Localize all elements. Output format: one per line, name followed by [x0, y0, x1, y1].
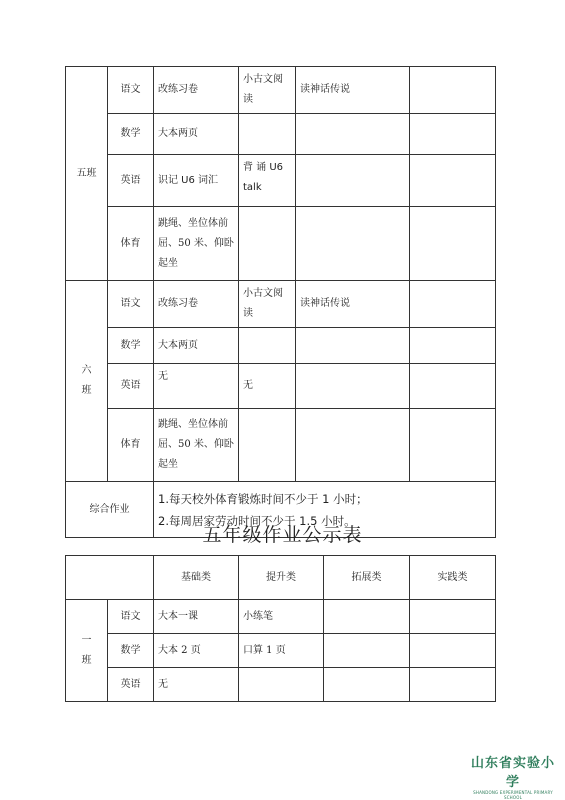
- subject-cell: 数学: [108, 114, 154, 155]
- table-row: [66, 409, 496, 482]
- extended-cell: [296, 409, 410, 482]
- practice-cell: [410, 207, 496, 281]
- basic-cell: 无: [154, 364, 239, 409]
- table-header-row: [66, 556, 496, 600]
- class-label-line: 六: [81, 365, 92, 376]
- table-row: [66, 281, 496, 328]
- class-label-line: 一: [81, 634, 92, 646]
- practice-cell: [410, 364, 496, 409]
- advanced-cell: [239, 114, 296, 155]
- extended-cell: 读神话传说: [296, 67, 410, 114]
- extended-cell: [296, 328, 410, 364]
- practice-cell: [410, 328, 496, 364]
- logo-text: 山东省实验小学: [470, 756, 555, 790]
- table-row: [66, 207, 496, 281]
- subject-cell: 数学: [108, 328, 154, 364]
- subject-cell: 语文: [108, 67, 154, 114]
- summary-line: 1.每天校外体育锻炼时间不少于 1 小时；: [158, 491, 368, 506]
- practice-cell: [410, 668, 496, 702]
- practice-cell: [410, 114, 496, 155]
- table-row: [66, 600, 496, 634]
- table-row: [66, 67, 496, 114]
- advanced-cell: 无: [239, 364, 296, 409]
- school-logo: [468, 752, 558, 800]
- class-label: [66, 281, 108, 482]
- class-label: [66, 600, 108, 702]
- extended-cell: 读神话传说: [296, 281, 410, 328]
- practice-cell: [410, 67, 496, 114]
- subject-cell: 体育: [108, 207, 154, 281]
- table-row: [66, 328, 496, 364]
- extended-cell: [296, 364, 410, 409]
- basic-cell: 改练习卷: [154, 67, 239, 114]
- practice-cell: [410, 600, 496, 634]
- practice-cell: [410, 155, 496, 207]
- subject-cell: 数学: [108, 634, 154, 668]
- subject-cell: 英语: [108, 668, 154, 702]
- advanced-cell: 小练笔: [239, 600, 324, 634]
- subject-cell: 英语: [108, 364, 154, 409]
- basic-cell: 跳绳、坐位体前屈、50 米、仰卧起坐: [154, 207, 239, 281]
- advanced-cell: [239, 409, 296, 482]
- class-label: 五班: [66, 67, 108, 281]
- advanced-cell: 小古文阅读: [239, 67, 296, 114]
- advanced-cell: [239, 207, 296, 281]
- table-row: [66, 668, 496, 702]
- basic-cell: 无: [154, 668, 239, 702]
- practice-cell: [410, 281, 496, 328]
- basic-cell: 大本两页: [154, 328, 239, 364]
- table-row: [66, 114, 496, 155]
- header-cell: 基础类: [154, 556, 239, 600]
- extended-cell: [324, 634, 410, 668]
- header-cell: [66, 556, 154, 600]
- extended-cell: [296, 207, 410, 281]
- advanced-cell: 口算 1 页: [239, 634, 324, 668]
- extended-cell: [296, 155, 410, 207]
- basic-cell: 识记 U6 词汇: [154, 155, 239, 207]
- basic-cell: 跳绳、坐位体前屈、50 米、仰卧起坐: [154, 409, 239, 482]
- advanced-cell: [239, 328, 296, 364]
- basic-cell: 大本 2 页: [154, 634, 239, 668]
- extended-cell: [324, 600, 410, 634]
- subject-cell: 语文: [108, 600, 154, 634]
- class-label-line: 班: [81, 654, 92, 666]
- basic-cell: 大本两页: [154, 114, 239, 155]
- advanced-cell: [239, 668, 324, 702]
- header-cell: 拓展类: [324, 556, 410, 600]
- table-row: [66, 634, 496, 668]
- logo-subtext: SHANDONG EXPERIMENTAL PRIMARY SCHOOL: [473, 790, 553, 800]
- page-title: 五年级作业公示表: [202, 524, 363, 546]
- table-row: [66, 155, 496, 207]
- extended-cell: [324, 668, 410, 702]
- basic-cell: 大本一课: [154, 600, 239, 634]
- subject-cell: 体育: [108, 409, 154, 482]
- subject-cell: 英语: [108, 155, 154, 207]
- practice-cell: [410, 409, 496, 482]
- extended-cell: [296, 114, 410, 155]
- summary-label: 综合作业: [66, 482, 154, 538]
- header-cell: 实践类: [410, 556, 496, 600]
- advanced-cell: 小古文阅读: [239, 281, 296, 328]
- homework-table: [65, 555, 496, 702]
- table-row: [66, 364, 496, 409]
- advanced-cell: 背 诵 U6 talk: [239, 155, 296, 207]
- subject-cell: 语文: [108, 281, 154, 328]
- summary-line: 2.每周居家劳动时间不少于 1.5 小时。: [158, 513, 356, 528]
- homework-table-continued: [65, 66, 496, 538]
- practice-cell: [410, 634, 496, 668]
- header-cell: 提升类: [239, 556, 324, 600]
- basic-cell: 改练习卷: [154, 281, 239, 328]
- class-label-line: 班: [81, 385, 92, 396]
